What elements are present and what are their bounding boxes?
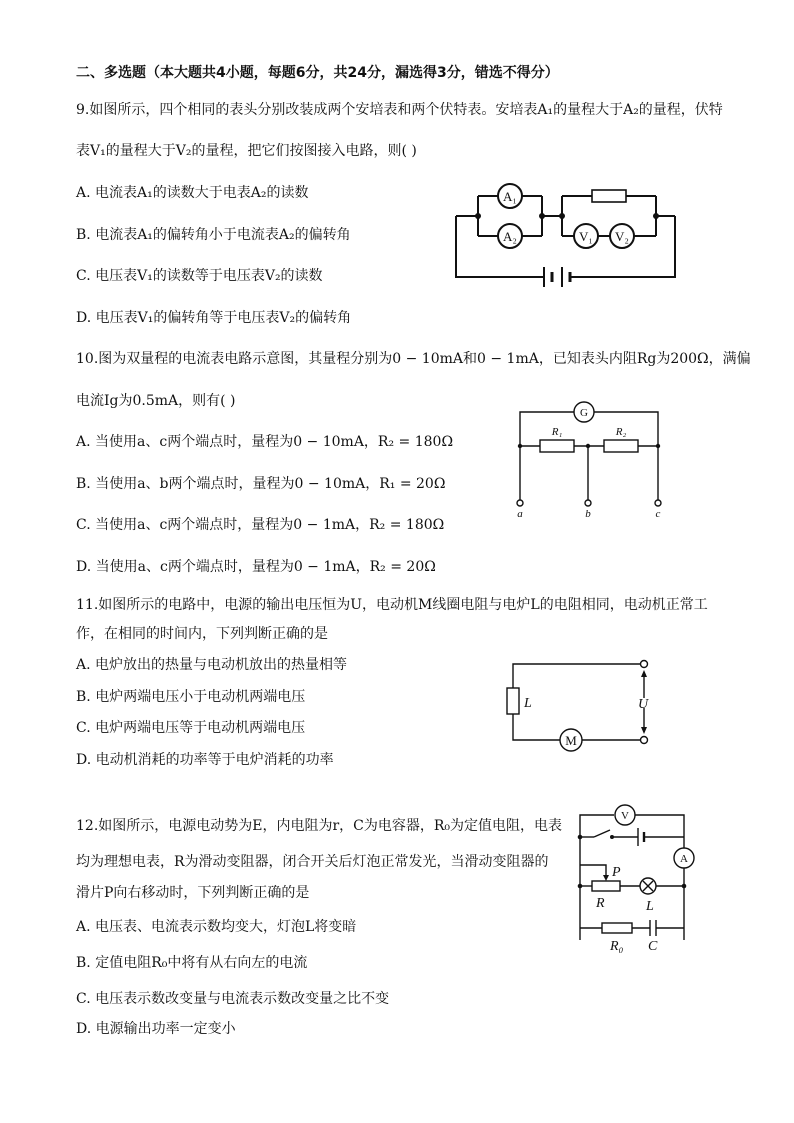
q12-option-b: B. 定值电阻R₀中将有从右向左的电流 (76, 955, 308, 971)
q9-fig-a2-label: A₂ (503, 229, 517, 244)
q10-stem-line2: 电流Ig为0.5mA，则有( ) (76, 393, 236, 409)
q10-fig-c-label: c (655, 508, 661, 520)
q12-option-d: D. 电源输出功率一定变小 (76, 1021, 236, 1037)
q11-option-c: C. 电炉两端电压等于电动机两端电压 (76, 720, 306, 736)
q10-option-a: A. 当使用a、c两个端点时，量程为0 − 10mA，R₂ = 180Ω (76, 434, 454, 450)
q12-stem-line3: 滑片P向右移动时，下列判断正确的是 (76, 885, 310, 901)
q11-fig-m-label: M (565, 733, 577, 748)
q12-circuit-diagram (572, 800, 697, 955)
q9-option-b: B. 电流表A₁的偏转角小于电流表A₂的偏转角 (76, 227, 351, 243)
q9-fig-a1-label: A₁ (503, 189, 517, 204)
q9-option-c: C. 电压表V₁的读数等于电压表V₂的读数 (76, 268, 323, 284)
q10-fig-a-label: a (517, 508, 523, 520)
q11-stem-line2: 作，在相同的时间内，下列判断正确的是 (76, 626, 328, 642)
q9-stem-line2: 表V₁的量程大于V₂的量程，把它们按图接入电路，则( ) (76, 143, 417, 159)
q10-option-c: C. 当使用a、c两个端点时，量程为0 − 1mA，R₂ = 180Ω (76, 517, 445, 533)
q9-option-a: A. 电流表A₁的读数大于电表A₂的读数 (76, 185, 309, 201)
q10-stem-line1: 10.图为双量程的电流表电路示意图，其量程分别为0 − 10mA和0 − 1mA，已知表头内阻Rg为200Ω，满偏 (76, 351, 751, 367)
q11-circuit-diagram (500, 652, 665, 752)
q9-fig-v2-label: V₂ (615, 229, 629, 244)
q12-stem-line2: 均为理想电表，R为滑动变阻器，闭合开关后灯泡正常发光，当滑动变阻器的 (76, 854, 549, 870)
q12-fig-r0-label: R₀ (610, 939, 624, 954)
q10-fig-g-label: G (580, 407, 588, 419)
q12-fig-r-label: R (596, 896, 605, 911)
q9-stem-line1: 9.如图所示，四个相同的表头分别改装成两个安培表和两个伏特表。安培表A₁的量程大于A₂的量程，伏特 (76, 102, 723, 118)
q10-fig-b-label: b (585, 508, 591, 520)
q10-circuit-diagram (508, 394, 668, 520)
q9-option-d: D. 电压表V₁的偏转角等于电压表V₂的偏转角 (76, 310, 352, 326)
q9-fig-v1-label: V₁ (579, 229, 593, 244)
q12-stem-line1: 12.如图所示，电源电动势为E，内电阻为r，C为电容器，R₀为定值电阻，电表 (76, 818, 563, 834)
q12-option-c: C. 电压表示数改变量与电流表示数改变量之比不变 (76, 991, 390, 1007)
q11-option-b: B. 电炉两端电压小于电动机两端电压 (76, 689, 306, 705)
q11-stem-line1: 11.如图所示的电路中，电源的输出电压恒为U，电动机M线圈电阻与电炉L的电阻相同，电动机正常工 (76, 597, 708, 613)
q9-circuit-diagram (450, 178, 680, 290)
q10-option-b: B. 当使用a、b两个端点时，量程为0 − 10mA，R₁ = 20Ω (76, 476, 446, 492)
q12-option-a: A. 电压表、电流表示数均变大，灯泡L将变暗 (76, 919, 357, 935)
q11-fig-u-label: U (638, 697, 649, 712)
q10-fig-r2-label: R₂ (615, 426, 627, 438)
q10-option-d: D. 当使用a、c两个端点时，量程为0 − 1mA，R₂ = 20Ω (76, 559, 436, 575)
q10-fig-r1-label: R₁ (551, 426, 563, 438)
q12-fig-l-label: L (646, 899, 654, 914)
q12-fig-a-label: A (680, 853, 688, 865)
q11-fig-l-label: L (524, 696, 532, 711)
q11-option-d: D. 电动机消耗的功率等于电炉消耗的功率 (76, 752, 334, 768)
q12-fig-c-label: C (648, 939, 658, 954)
section-header: 二、多选题（本大题共4小题，每题6分，共24分，漏选得3分，错选不得分） (76, 65, 559, 81)
q12-fig-v-label: V (621, 810, 629, 822)
q11-option-a: A. 电炉放出的热量与电动机放出的热量相等 (76, 657, 348, 673)
q12-fig-p-label: P (612, 865, 621, 880)
